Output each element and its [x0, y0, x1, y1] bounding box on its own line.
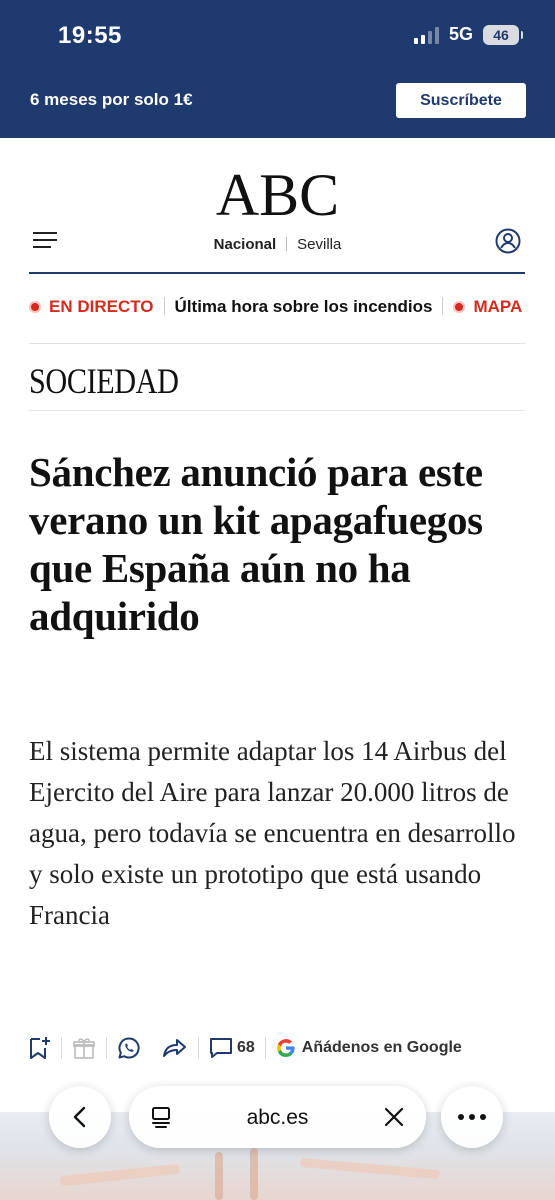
top-band — [0, 0, 555, 138]
status-indicators — [414, 24, 519, 45]
bookmark-add-icon[interactable] — [29, 1036, 51, 1060]
comments-button[interactable] — [209, 1037, 255, 1059]
ticker-divider-line — [29, 343, 525, 344]
masthead-divider — [29, 272, 525, 274]
battery-icon — [483, 25, 519, 45]
back-button[interactable] — [49, 1086, 111, 1148]
signal-icon — [414, 26, 439, 44]
share-icon[interactable] — [162, 1037, 188, 1059]
abc-logo[interactable]: ABC — [215, 162, 340, 228]
url-text[interactable]: abc.es — [246, 1106, 309, 1129]
ticker-divider — [164, 297, 165, 315]
action-divider — [61, 1037, 62, 1059]
action-divider — [265, 1037, 266, 1059]
section-title[interactable]: SOCIEDAD — [29, 361, 179, 401]
comment-icon — [209, 1037, 233, 1059]
whatsapp-icon[interactable] — [117, 1036, 141, 1060]
live-dot-icon — [29, 301, 41, 313]
edition-selector — [0, 236, 555, 253]
status-time: 19:55 — [58, 22, 122, 49]
ticker-next-label[interactable]: MAPA — [473, 297, 523, 316]
more-icon — [457, 1113, 487, 1121]
battery-level: 46 — [493, 26, 509, 43]
live-ticker[interactable] — [29, 297, 555, 323]
address-bar[interactable] — [129, 1086, 426, 1148]
network-type: 5G — [448, 24, 473, 44]
more-button[interactable] — [441, 1086, 503, 1148]
article-actions — [29, 1034, 462, 1062]
edition-divider — [286, 237, 287, 251]
ticker-headline[interactable]: Última hora sobre los incendios — [174, 297, 433, 316]
edition-nacional[interactable]: Nacional — [213, 236, 277, 253]
live-dot-icon — [453, 301, 465, 313]
subscribe-button[interactable]: Suscríbete — [396, 83, 526, 118]
comments-count: 68 — [237, 1039, 255, 1056]
close-icon[interactable] — [383, 1106, 405, 1128]
ticker-divider — [442, 297, 443, 315]
google-label: Añádenos en Google — [301, 1039, 462, 1056]
gift-icon[interactable] — [72, 1036, 96, 1060]
add-google-button[interactable] — [276, 1038, 462, 1058]
user-icon[interactable] — [495, 228, 521, 254]
action-divider — [198, 1037, 199, 1059]
live-label: EN DIRECTO — [49, 297, 154, 316]
action-spacer — [151, 1037, 152, 1059]
article-subheadline: El sistema permite adaptar los 14 Airbus del Ejercito del Aire para lanzar 20.000 litros de agua, pero todavía se encuentra en desarrollo y solo existe un prototipo que está usando Francia — [29, 736, 516, 930]
section-divider-line — [29, 410, 525, 411]
promo-text: 6 meses por solo 1€ — [30, 90, 193, 109]
google-icon — [276, 1038, 296, 1058]
action-divider — [106, 1037, 107, 1059]
edition-sevilla[interactable]: Sevilla — [297, 236, 342, 253]
back-icon — [70, 1106, 90, 1128]
article-headline: Sánchez anunció para este verano un kit apagafuegos que España aún no ha adquirido — [29, 449, 483, 639]
